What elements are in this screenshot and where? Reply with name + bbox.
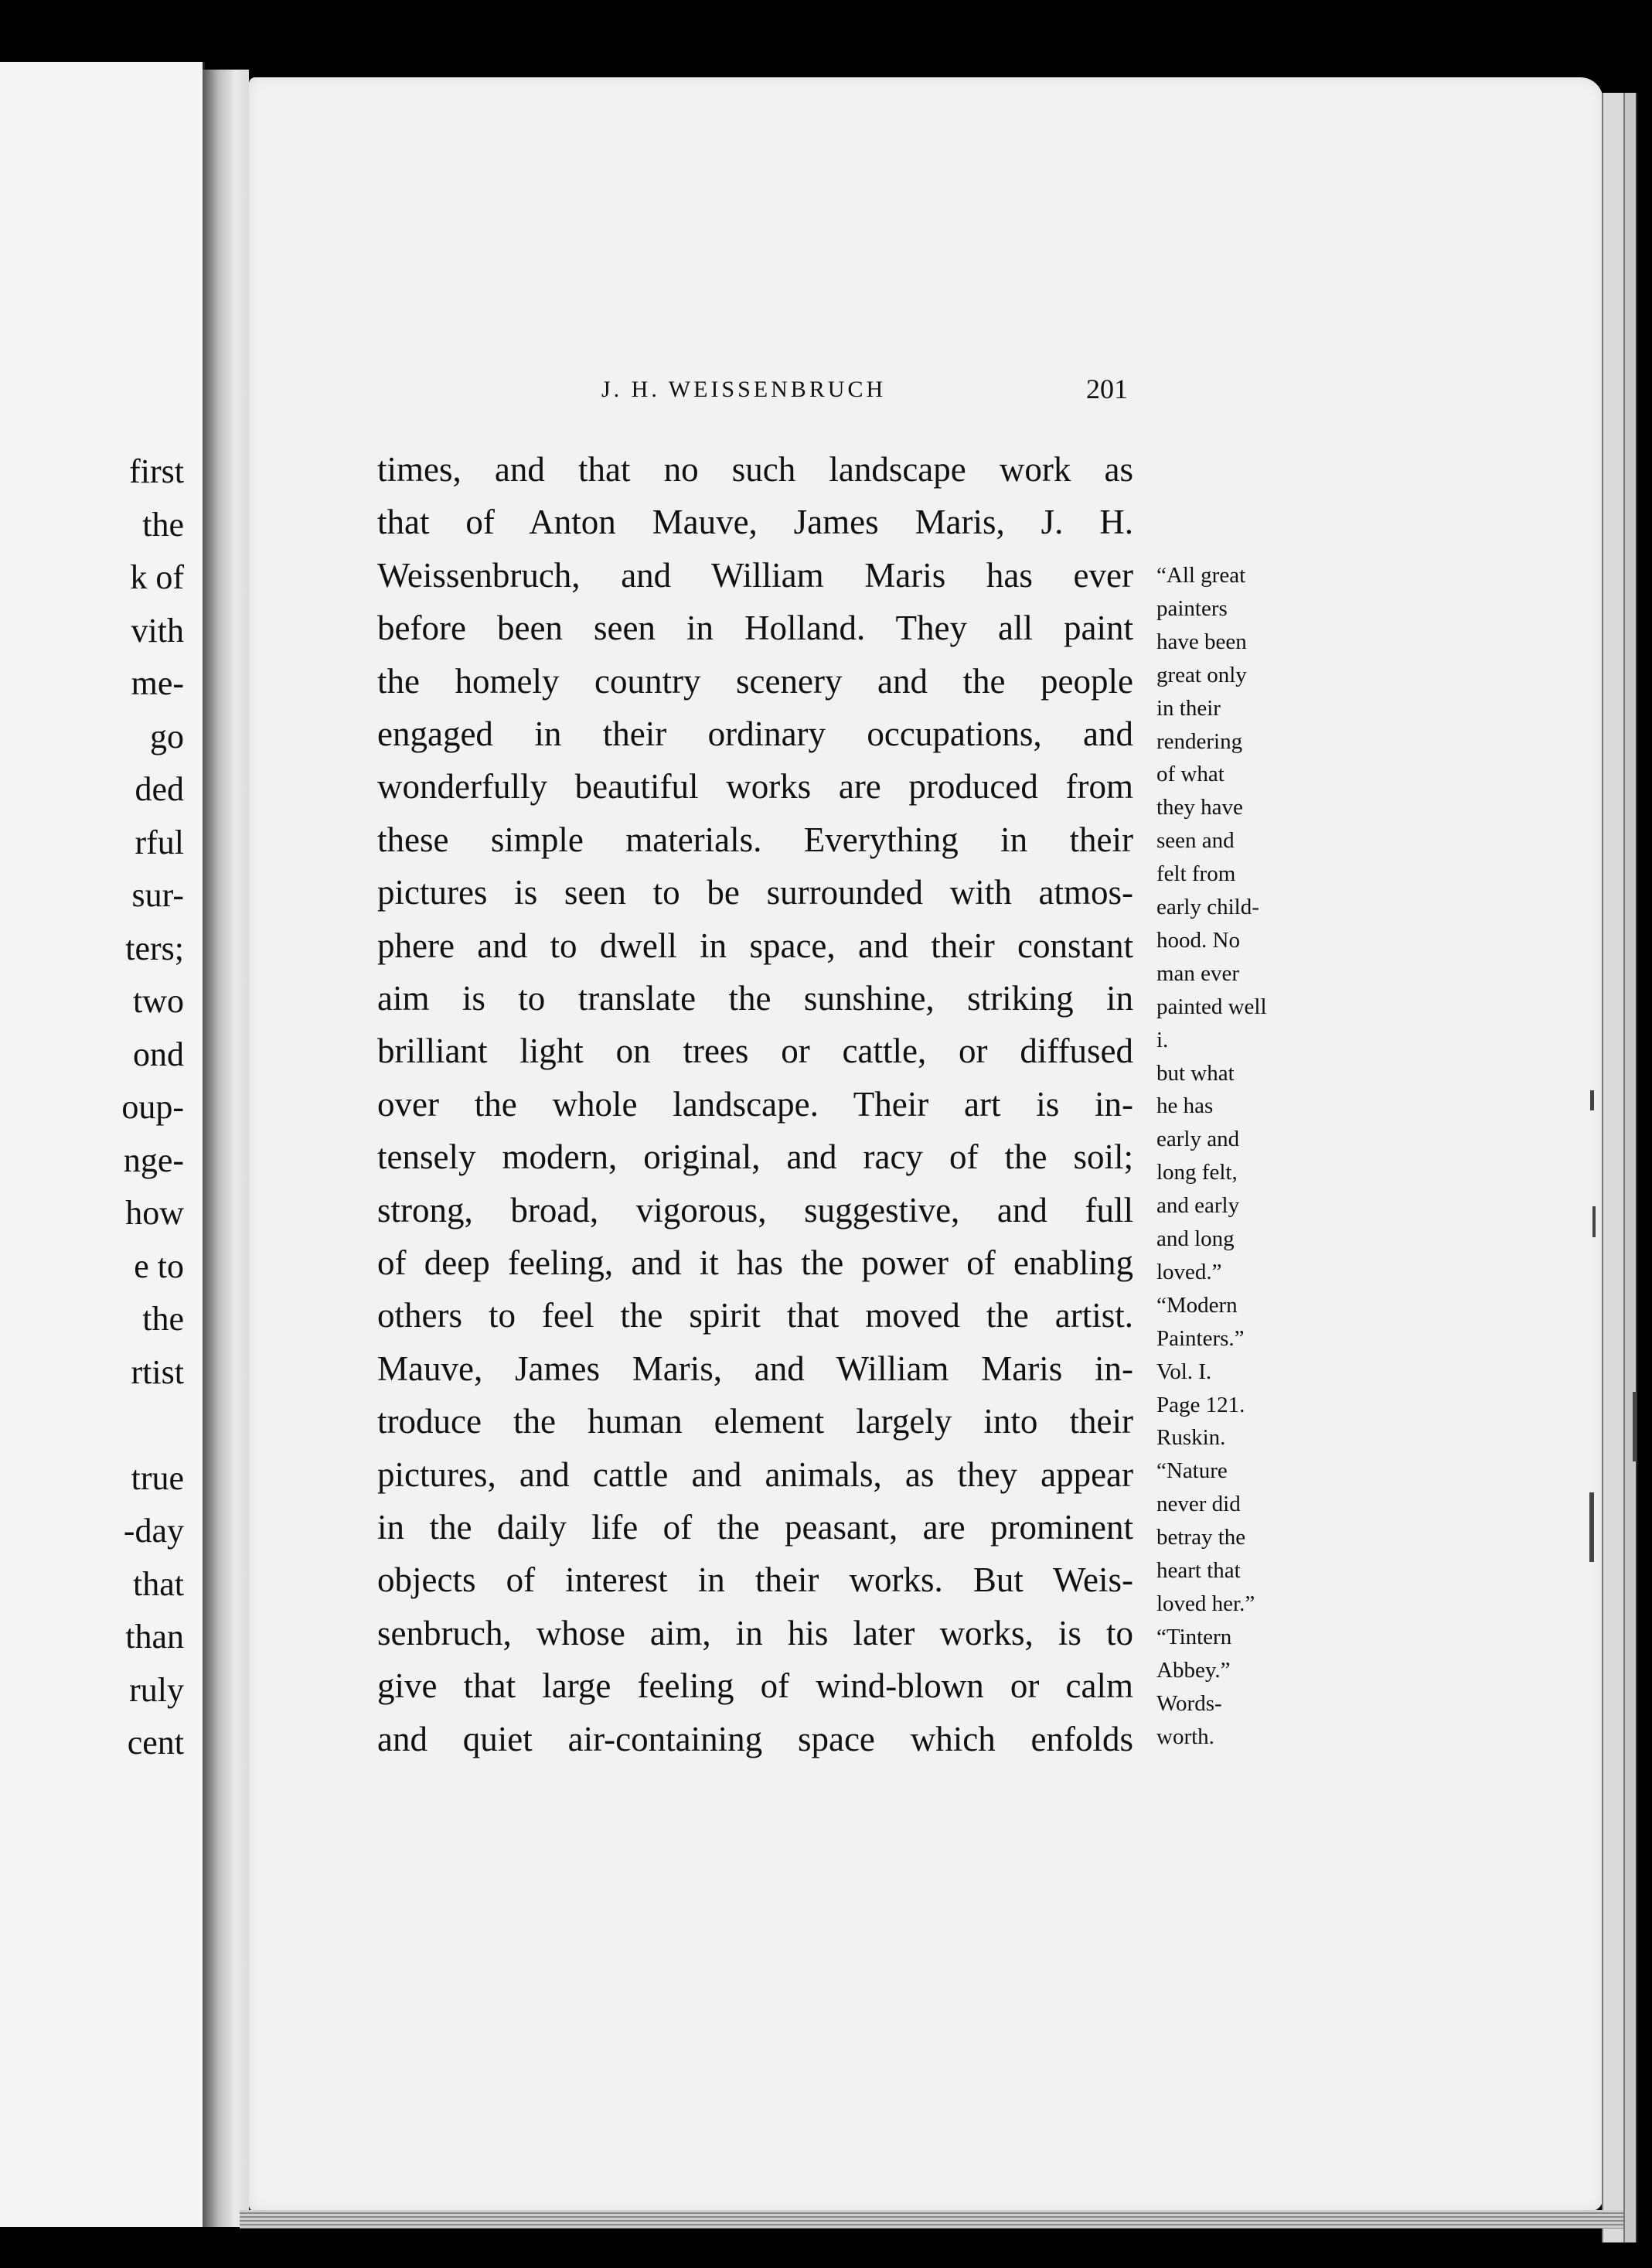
- sidenote-line: seen and: [1156, 828, 1235, 854]
- sidenote-line: “Nature: [1156, 1458, 1228, 1484]
- sidenote-line: and long: [1156, 1226, 1235, 1251]
- body-line: Weissenbruch, and William Maris has ever: [377, 555, 1133, 595]
- sidenote-line: of what: [1156, 762, 1225, 787]
- sidenote-line: Ruskin.: [1156, 1425, 1226, 1451]
- body-line: that of Anton Mauve, James Maris, J. H.: [377, 503, 1133, 542]
- previous-page-line: e to: [134, 1247, 184, 1285]
- body-line: give that large feeling of wind-blown or calm: [377, 1666, 1133, 1706]
- sidenote-line: loved her.”: [1156, 1591, 1255, 1616]
- sidenote-line: he has: [1156, 1093, 1214, 1119]
- sidenote-line: “Tintern: [1156, 1624, 1232, 1649]
- sidenote-line: never did: [1156, 1492, 1241, 1517]
- previous-page-line: sur-: [131, 876, 184, 914]
- previous-page-line: that: [133, 1564, 184, 1603]
- previous-page-line: how: [125, 1194, 184, 1232]
- body-line: over the whole landscape. Their art is in-: [377, 1084, 1133, 1124]
- sidenote-line: they have: [1156, 795, 1243, 820]
- page-number: 201: [1086, 373, 1128, 404]
- body-line: times, and that no such landscape work as: [377, 450, 1133, 489]
- body-line: objects of interest in their works. But Weis-: [377, 1560, 1133, 1600]
- page-edge-stack: [1623, 93, 1637, 2242]
- sidenote-line: Words-: [1156, 1690, 1222, 1716]
- sidenote-line: painters: [1156, 595, 1228, 621]
- sidenote-line: and early: [1156, 1193, 1240, 1219]
- previous-page-line: ond: [133, 1035, 184, 1073]
- sidenote-line: heart that: [1156, 1558, 1241, 1583]
- previous-page-line: me-: [131, 664, 184, 702]
- book-gutter: [203, 70, 249, 2227]
- body-line: and quiet air-containing space which enfolds: [377, 1719, 1133, 1758]
- previous-page-line: ded: [135, 770, 184, 808]
- body-line: others to feel the spirit that moved the artist.: [377, 1296, 1133, 1335]
- sidenote-line: loved.”: [1156, 1259, 1222, 1284]
- sidenote-line: great only: [1156, 662, 1247, 687]
- scan-mark: [1590, 1090, 1594, 1110]
- previous-page-line: the: [142, 505, 184, 544]
- sidenote-line: painted well: [1156, 994, 1267, 1019]
- body-line: pictures, and cattle and animals, as they appear: [377, 1455, 1133, 1494]
- sidenote-line: early and: [1156, 1127, 1240, 1152]
- sidenote-line: i.: [1156, 1027, 1169, 1052]
- previous-page-line: rtist: [131, 1352, 184, 1391]
- body-line: senbruch, whose aim, in his later works, is to: [377, 1613, 1133, 1652]
- body-line: brilliant light on trees or cattle, or diffused: [377, 1032, 1133, 1071]
- previous-page-line: oup-: [121, 1088, 184, 1126]
- sidenote-line: Vol. I.: [1156, 1359, 1212, 1384]
- page-edge: [1602, 93, 1625, 2242]
- scan-mark: [1589, 1492, 1594, 1562]
- body-line: Mauve, James Maris, and William Maris in-: [377, 1349, 1133, 1388]
- running-head: J. H. WEISSENBRUCH: [601, 377, 887, 402]
- sidenote-line: Painters.”: [1156, 1325, 1245, 1351]
- sidenote-line: hood. No: [1156, 927, 1240, 953]
- sidenote-line: rendering: [1156, 728, 1243, 754]
- previous-page-line: than: [125, 1618, 184, 1656]
- previous-page-line: true: [131, 1458, 184, 1497]
- sidenote-line: have been: [1156, 629, 1247, 654]
- sidenote-line: Abbey.”: [1156, 1657, 1231, 1683]
- sidenote-line: long felt,: [1156, 1160, 1238, 1185]
- body-line: phere and to dwell in space, and their constant: [377, 926, 1133, 965]
- previous-page-line: vith: [131, 611, 184, 650]
- previous-page: [0, 62, 205, 2227]
- sidenote-line: betray the: [1156, 1525, 1246, 1550]
- sidenote-line: Page 121.: [1156, 1392, 1245, 1417]
- page-bottom-edge: [240, 2210, 1623, 2229]
- sidenote-line: in their: [1156, 695, 1221, 721]
- body-line: the homely country scenery and the people: [377, 661, 1133, 701]
- previous-page-line: nge-: [123, 1141, 184, 1179]
- body-line: pictures is seen to be surrounded with atmos-: [377, 873, 1133, 912]
- body-line: these simple materials. Everything in their: [377, 820, 1133, 859]
- previous-page-line: two: [133, 982, 184, 1020]
- previous-page-line: k of: [130, 558, 184, 596]
- body-line: of deep feeling, and it has the power of enabling: [377, 1243, 1133, 1282]
- sidenote-line: but what: [1156, 1060, 1235, 1086]
- previous-page-line: the: [142, 1300, 184, 1338]
- previous-page-line: -day: [123, 1512, 184, 1550]
- previous-page-line: first: [129, 452, 184, 490]
- body-line: strong, broad, vigorous, suggestive, and full: [377, 1190, 1133, 1229]
- body-line: before been seen in Holland. They all paint: [377, 609, 1133, 648]
- previous-page-line: cent: [127, 1724, 184, 1762]
- previous-page-line: ters;: [125, 929, 184, 967]
- previous-page-line: go: [150, 717, 184, 755]
- body-line: aim is to translate the sunshine, striking in: [377, 979, 1133, 1018]
- body-line: wonderfully beautiful works are produced from: [377, 767, 1133, 807]
- scan-mark: [1633, 1392, 1637, 1461]
- sidenote-line: early child-: [1156, 895, 1259, 919]
- scan-mark: [1592, 1206, 1596, 1237]
- body-line: engaged in their ordinary occupations, and: [377, 715, 1133, 753]
- body-line: troduce the human element largely into their: [377, 1402, 1133, 1441]
- body-line: tensely modern, original, and racy of the soil;: [377, 1137, 1133, 1177]
- sidenote-line: worth.: [1156, 1724, 1214, 1749]
- previous-page-line: ruly: [129, 1670, 184, 1709]
- sidenote-line: “All great: [1156, 563, 1246, 588]
- sidenote-line: “Modern: [1156, 1292, 1238, 1318]
- sidenote-line: felt from: [1156, 861, 1236, 887]
- body-line: in the daily life of the peasant, are prominent: [377, 1508, 1133, 1547]
- sidenote-line: man ever: [1156, 960, 1240, 986]
- previous-page-line: rful: [135, 823, 184, 861]
